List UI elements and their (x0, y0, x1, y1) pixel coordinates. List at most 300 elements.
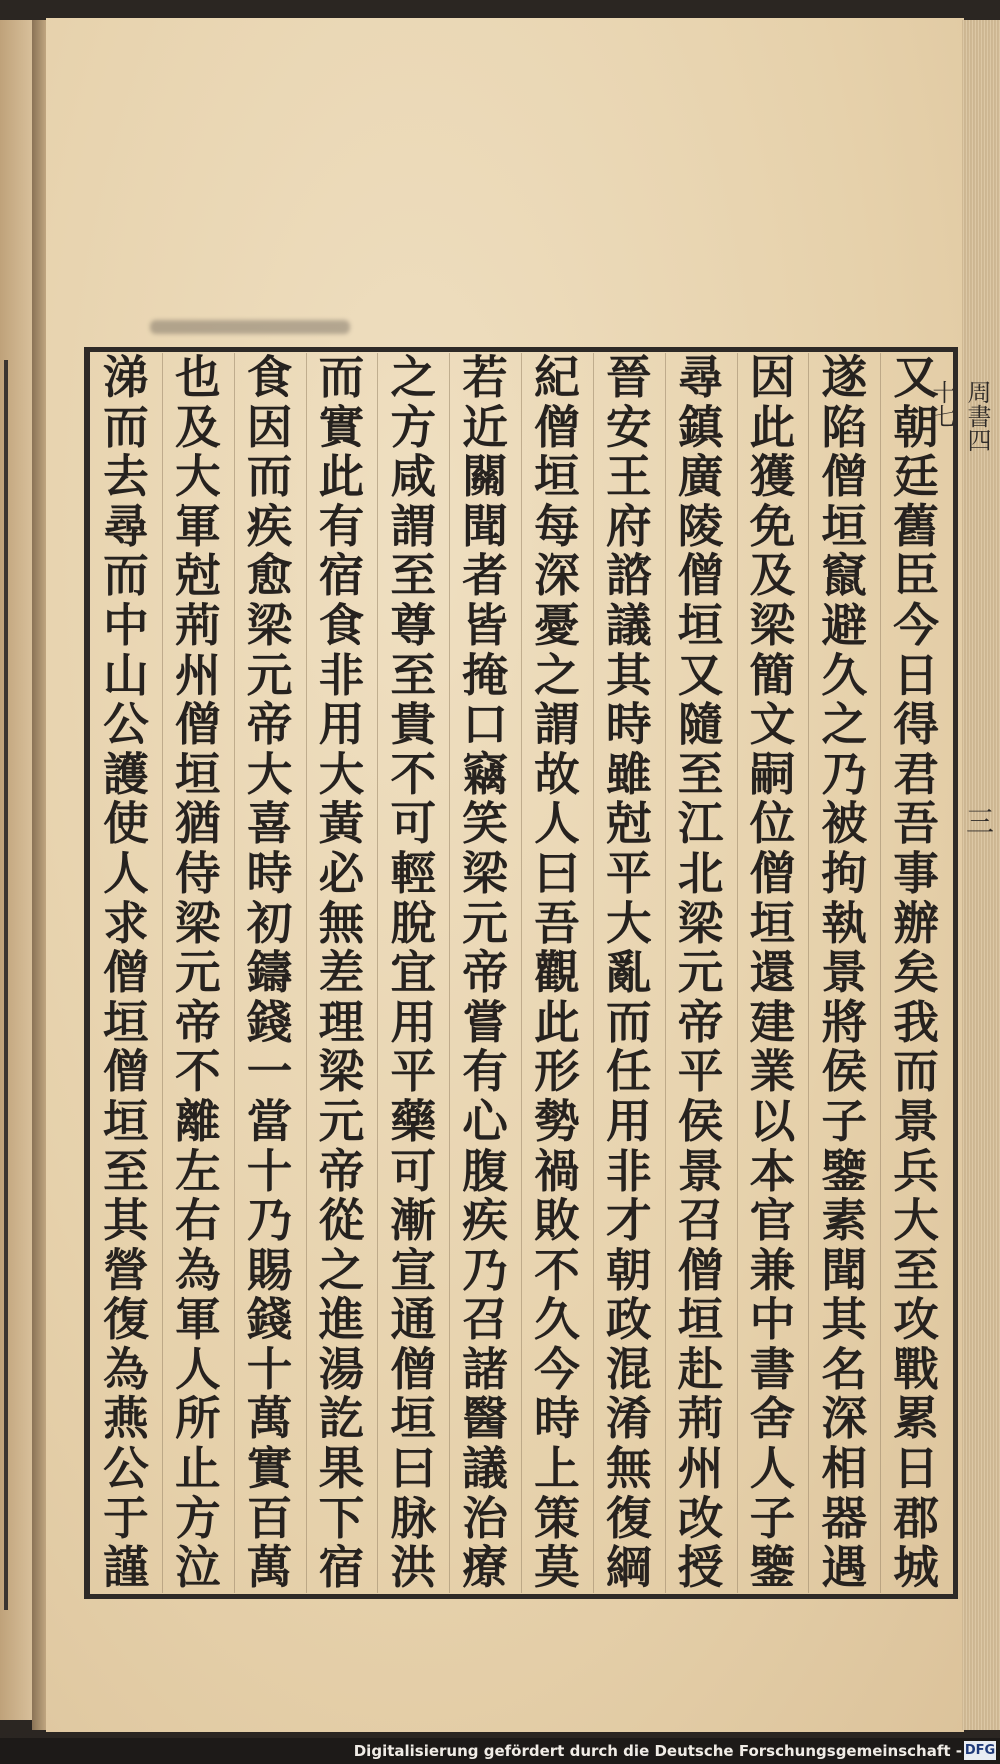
margin-mark: 周書四十七 (928, 380, 991, 452)
glyph: 得 (893, 697, 939, 752)
glyph: 憂 (534, 597, 580, 652)
glyph: 帝 (677, 994, 724, 1049)
glyph: 掩 (462, 647, 508, 702)
glyph: 至 (390, 548, 437, 603)
glyph: 垣 (677, 1292, 724, 1347)
glyph: 垣 (103, 1093, 149, 1148)
glyph: 書 (749, 1341, 796, 1396)
glyph: 貴 (390, 697, 437, 752)
glyph: 北 (677, 845, 724, 900)
glyph: 官 (749, 1193, 796, 1248)
glyph: 元 (318, 1093, 365, 1148)
glyph: 諸 (462, 1341, 508, 1396)
folio-number: 三 (966, 805, 995, 838)
glyph: 可 (390, 1143, 437, 1198)
glyph: 垣 (534, 449, 580, 504)
glyph: 侍 (174, 845, 221, 900)
glyph: 泣 (174, 1540, 221, 1595)
glyph: 尋 (103, 498, 149, 553)
glyph: 元 (677, 945, 724, 1000)
glyph: 止 (174, 1441, 221, 1496)
glyph: 實 (246, 1441, 293, 1496)
glyph: 久 (534, 1292, 580, 1347)
glyph: 勢 (534, 1093, 580, 1148)
column-rule (737, 353, 738, 1593)
glyph: 雖 (605, 746, 652, 801)
glyph: 湯 (318, 1341, 365, 1396)
glyph: 人 (103, 845, 149, 900)
glyph: 鑄 (246, 945, 293, 1000)
glyph: 臣 (893, 548, 939, 603)
glyph: 洪 (390, 1540, 437, 1595)
glyph: 本 (749, 1143, 796, 1198)
glyph: 朝 (605, 1242, 652, 1297)
glyph: 還 (749, 945, 796, 1000)
glyph: 燕 (103, 1391, 149, 1446)
glyph: 大 (893, 1193, 939, 1248)
glyph: 侯 (677, 1093, 724, 1148)
glyph: 召 (462, 1292, 508, 1347)
glyph: 中 (103, 597, 149, 652)
glyph: 帝 (246, 697, 293, 752)
glyph: 君 (893, 746, 939, 801)
text-column (881, 350, 951, 1595)
glyph: 關 (462, 449, 508, 504)
glyph: 通 (390, 1292, 437, 1347)
text-column (91, 350, 161, 1595)
glyph: 城 (893, 1540, 939, 1595)
glyph: 曰 (390, 1441, 437, 1496)
glyph: 景 (821, 945, 868, 1000)
text-column (666, 350, 736, 1595)
glyph: 才 (605, 1193, 652, 1248)
column-rule (377, 353, 378, 1593)
glyph: 事 (893, 845, 939, 900)
glyph: 大 (605, 895, 652, 950)
glyph: 每 (534, 498, 580, 553)
text-column (737, 350, 807, 1595)
glyph: 郡 (893, 1490, 939, 1545)
glyph: 兵 (893, 1143, 939, 1198)
glyph: 若 (462, 350, 508, 404)
glyph: 垣 (390, 1391, 437, 1446)
glyph: 差 (318, 945, 365, 1000)
glyph: 因 (246, 399, 293, 454)
glyph: 尅 (605, 796, 652, 851)
glyph: 垣 (749, 895, 796, 950)
text-column (809, 350, 879, 1595)
glyph: 被 (821, 796, 868, 851)
column-rule (665, 353, 666, 1593)
glyph: 至 (103, 1143, 149, 1198)
glyph: 尊 (390, 597, 437, 652)
glyph: 敗 (534, 1193, 580, 1248)
glyph: 于 (103, 1490, 149, 1545)
glyph: 禍 (534, 1143, 580, 1198)
glyph: 喜 (246, 796, 293, 851)
glyph: 使 (103, 796, 149, 851)
glyph: 廷 (893, 449, 939, 504)
glyph: 遇 (821, 1540, 868, 1595)
glyph: 平 (605, 845, 652, 900)
glyph: 梁 (174, 895, 221, 950)
glyph: 器 (821, 1490, 868, 1545)
glyph: 僧 (677, 548, 724, 603)
glyph: 授 (677, 1540, 724, 1595)
glyph: 元 (246, 647, 293, 702)
glyph: 累 (893, 1391, 939, 1446)
glyph: 故 (534, 746, 580, 801)
glyph: 愈 (246, 548, 293, 603)
glyph: 僧 (749, 845, 796, 900)
glyph: 梁 (749, 597, 796, 652)
glyph: 涕 (103, 350, 149, 404)
glyph: 晉 (605, 350, 652, 404)
glyph: 實 (318, 399, 365, 454)
glyph: 元 (462, 895, 508, 950)
glyph: 帝 (462, 945, 508, 1000)
column-rule (234, 353, 235, 1593)
glyph: 州 (174, 647, 221, 702)
glyph: 從 (318, 1193, 365, 1248)
glyph: 進 (318, 1292, 365, 1347)
glyph: 者 (462, 548, 508, 603)
glyph: 及 (749, 548, 796, 603)
glyph: 錢 (246, 994, 293, 1049)
glyph: 垣 (821, 498, 868, 553)
glyph: 尋 (677, 350, 724, 404)
glyph: 初 (246, 895, 293, 950)
glyph: 及 (174, 399, 221, 454)
glyph: 獲 (749, 449, 796, 504)
glyph: 乃 (462, 1242, 508, 1297)
glyph: 不 (390, 746, 437, 801)
glyph: 其 (605, 647, 652, 702)
glyph: 以 (749, 1093, 796, 1148)
glyph: 景 (677, 1143, 724, 1198)
glyph: 景 (893, 1093, 939, 1148)
page-edges (962, 20, 1000, 1730)
glyph: 垣 (677, 597, 724, 652)
glyph: 訖 (318, 1391, 365, 1446)
glyph: 近 (462, 399, 508, 454)
glyph: 日 (893, 647, 939, 702)
glyph: 隨 (677, 697, 724, 752)
glyph: 綱 (605, 1540, 652, 1595)
glyph: 平 (390, 1044, 437, 1099)
glyph: 而 (246, 449, 293, 504)
glyph: 我 (893, 994, 939, 1049)
glyph: 垣 (103, 994, 149, 1049)
glyph: 元 (174, 945, 221, 1000)
glyph: 用 (390, 994, 437, 1049)
text-columns (90, 350, 952, 1595)
glyph: 心 (462, 1093, 508, 1148)
glyph: 百 (246, 1490, 293, 1545)
glyph: 之 (821, 697, 868, 752)
glyph: 輕 (390, 845, 437, 900)
glyph: 藥 (390, 1093, 437, 1148)
glyph: 曰 (534, 845, 580, 900)
glyph: 江 (677, 796, 724, 851)
glyph: 笑 (462, 796, 508, 851)
glyph: 軍 (174, 498, 221, 553)
glyph: 其 (821, 1292, 868, 1347)
glyph: 鑒 (749, 1540, 796, 1595)
glyph: 不 (534, 1242, 580, 1297)
glyph: 名 (821, 1341, 868, 1396)
text-column (235, 350, 305, 1595)
glyph: 脫 (390, 895, 437, 950)
glyph: 亂 (605, 945, 652, 1000)
glyph: 因 (749, 350, 796, 404)
glyph: 大 (318, 746, 365, 801)
glyph: 政 (605, 1292, 652, 1347)
glyph: 山 (103, 647, 149, 702)
glyph: 非 (605, 1143, 652, 1198)
glyph: 吾 (534, 895, 580, 950)
glyph: 時 (534, 1391, 580, 1446)
glyph: 十 (246, 1143, 293, 1198)
glyph: 公 (103, 697, 149, 752)
glyph: 議 (462, 1441, 508, 1496)
glyph: 廣 (677, 449, 724, 504)
glyph: 僧 (534, 399, 580, 454)
glyph: 而 (318, 350, 365, 404)
glyph: 簡 (749, 647, 796, 702)
glyph: 食 (246, 350, 293, 404)
glyph: 久 (821, 647, 868, 702)
glyph: 為 (174, 1242, 221, 1297)
glyph: 果 (318, 1441, 365, 1496)
glyph: 疾 (462, 1193, 508, 1248)
glyph: 赴 (677, 1341, 724, 1396)
glyph: 竄 (821, 548, 868, 603)
glyph: 莫 (534, 1540, 580, 1595)
glyph: 矣 (893, 945, 939, 1000)
glyph: 乃 (821, 746, 868, 801)
glyph: 舊 (893, 498, 939, 553)
glyph: 混 (605, 1341, 652, 1396)
glyph: 萬 (246, 1540, 293, 1595)
glyph: 今 (534, 1341, 580, 1396)
glyph: 宜 (390, 945, 437, 1000)
left-page-border (4, 360, 8, 1610)
ink-smudge (150, 320, 350, 334)
glyph: 文 (749, 697, 796, 752)
glyph: 吾 (893, 796, 939, 851)
glyph: 僧 (103, 1044, 149, 1099)
glyph: 深 (821, 1391, 868, 1446)
glyph: 此 (534, 994, 580, 1049)
glyph: 謂 (390, 498, 437, 553)
glyph: 僧 (677, 1242, 724, 1297)
glyph: 方 (390, 399, 437, 454)
glyph: 相 (821, 1441, 868, 1496)
glyph: 咸 (390, 449, 437, 504)
glyph: 免 (749, 498, 796, 553)
glyph: 平 (677, 1044, 724, 1099)
glyph: 軍 (174, 1292, 221, 1347)
glyph: 而 (605, 994, 652, 1049)
glyph: 無 (318, 895, 365, 950)
glyph: 左 (174, 1143, 221, 1198)
glyph: 僧 (174, 697, 221, 752)
glyph: 聞 (462, 498, 508, 553)
glyph: 州 (677, 1441, 724, 1496)
glyph: 嘗 (462, 994, 508, 1049)
glyph: 時 (605, 697, 652, 752)
glyph: 大 (246, 746, 293, 801)
text-column (522, 350, 592, 1595)
glyph: 有 (318, 498, 365, 553)
glyph: 又 (677, 647, 724, 702)
glyph: 賜 (246, 1242, 293, 1297)
glyph: 復 (605, 1490, 652, 1545)
glyph: 而 (103, 399, 149, 454)
glyph: 非 (318, 647, 365, 702)
glyph: 僧 (103, 945, 149, 1000)
glyph: 漸 (390, 1193, 437, 1248)
glyph: 有 (462, 1044, 508, 1099)
glyph: 謂 (534, 697, 580, 752)
glyph: 食 (318, 597, 365, 652)
text-column (306, 350, 376, 1595)
column-rule (521, 353, 522, 1593)
glyph: 之 (390, 350, 437, 404)
glyph: 為 (103, 1341, 149, 1396)
glyph: 人 (534, 796, 580, 851)
glyph: 至 (390, 647, 437, 702)
glyph: 十 (246, 1341, 293, 1396)
text-column (378, 350, 448, 1595)
glyph: 帝 (174, 994, 221, 1049)
glyph: 至 (677, 746, 724, 801)
glyph: 人 (749, 1441, 796, 1496)
glyph: 治 (462, 1490, 508, 1545)
glyph: 去 (103, 449, 149, 504)
glyph: 子 (749, 1490, 796, 1545)
glyph: 辦 (893, 895, 939, 950)
glyph: 護 (103, 746, 149, 801)
glyph: 療 (462, 1540, 508, 1595)
glyph: 改 (677, 1490, 724, 1545)
glyph: 上 (534, 1441, 580, 1496)
glyph: 皆 (462, 597, 508, 652)
glyph: 避 (821, 597, 868, 652)
glyph: 而 (893, 1044, 939, 1099)
glyph: 此 (749, 399, 796, 454)
glyph: 形 (534, 1044, 580, 1099)
glyph: 宿 (318, 548, 365, 603)
glyph: 策 (534, 1490, 580, 1545)
glyph: 梁 (246, 597, 293, 652)
glyph: 其 (103, 1193, 149, 1248)
glyph: 鑒 (821, 1143, 868, 1198)
glyph: 必 (318, 845, 365, 900)
glyph: 舍 (749, 1391, 796, 1446)
glyph: 黃 (318, 796, 365, 851)
glyph: 理 (318, 994, 365, 1049)
glyph: 垣 (174, 746, 221, 801)
glyph: 不 (174, 1044, 221, 1099)
glyph: 下 (318, 1490, 365, 1545)
glyph: 僧 (821, 449, 868, 504)
glyph: 荊 (677, 1391, 724, 1446)
glyph: 宿 (318, 1540, 365, 1595)
glyph: 侯 (821, 1044, 868, 1099)
glyph: 聞 (821, 1242, 868, 1297)
glyph: 之 (534, 647, 580, 702)
glyph: 建 (749, 994, 796, 1049)
glyph: 至 (893, 1242, 939, 1297)
glyph: 右 (174, 1193, 221, 1248)
left-page-edge (0, 20, 34, 1720)
glyph: 也 (174, 350, 221, 404)
glyph: 兼 (749, 1242, 796, 1297)
column-rule (449, 353, 450, 1593)
glyph: 離 (174, 1093, 221, 1148)
glyph: 戰 (893, 1341, 939, 1396)
glyph: 中 (749, 1292, 796, 1347)
glyph: 一 (246, 1044, 293, 1099)
glyph: 深 (534, 548, 580, 603)
glyph: 將 (821, 994, 868, 1049)
glyph: 錢 (246, 1292, 293, 1347)
glyph: 用 (318, 697, 365, 752)
glyph: 淆 (605, 1391, 652, 1446)
glyph: 任 (605, 1044, 652, 1099)
glyph: 尅 (174, 548, 221, 603)
glyph: 諮 (605, 548, 652, 603)
glyph: 安 (605, 399, 652, 454)
glyph: 求 (103, 895, 149, 950)
glyph: 日 (893, 1441, 939, 1496)
glyph: 嗣 (749, 746, 796, 801)
glyph: 口 (462, 697, 508, 752)
glyph: 位 (749, 796, 796, 851)
text-column (594, 350, 664, 1595)
glyph: 觀 (534, 945, 580, 1000)
glyph: 陵 (677, 498, 724, 553)
glyph: 僧 (390, 1341, 437, 1396)
glyph: 業 (749, 1044, 796, 1099)
glyph: 醫 (462, 1391, 508, 1446)
glyph: 竊 (462, 746, 508, 801)
glyph: 之 (318, 1242, 365, 1297)
glyph: 大 (174, 449, 221, 504)
glyph: 朝 (893, 399, 939, 454)
glyph: 乃 (246, 1193, 293, 1248)
glyph: 時 (246, 845, 293, 900)
glyph: 拘 (821, 845, 868, 900)
glyph: 營 (103, 1242, 149, 1297)
glyph: 宣 (390, 1242, 437, 1297)
glyph: 可 (390, 796, 437, 851)
glyph: 萬 (246, 1391, 293, 1446)
glyph: 府 (605, 498, 652, 553)
glyph: 攻 (893, 1292, 939, 1347)
glyph: 帝 (318, 1143, 365, 1198)
glyph: 腹 (462, 1143, 508, 1198)
glyph: 梁 (462, 845, 508, 900)
glyph: 遂 (821, 350, 868, 404)
text-column (450, 350, 520, 1595)
glyph: 紀 (534, 350, 580, 404)
column-rule (808, 353, 809, 1593)
glyph: 召 (677, 1193, 724, 1248)
glyph: 素 (821, 1193, 868, 1248)
